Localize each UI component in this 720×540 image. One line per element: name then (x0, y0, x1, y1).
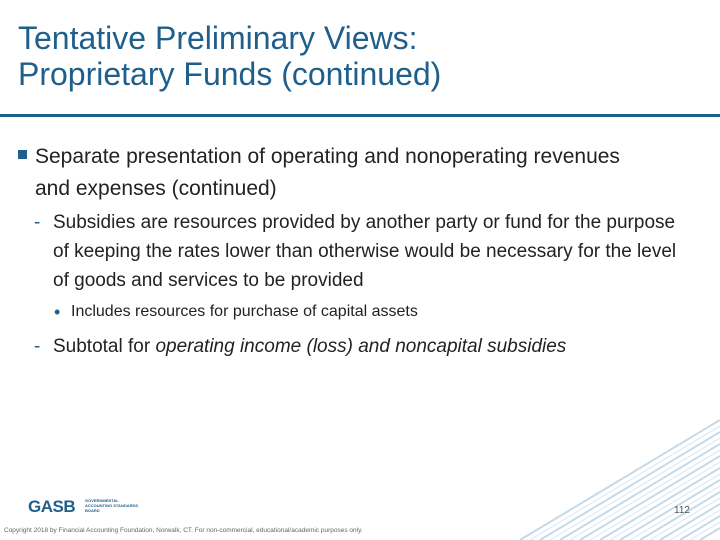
bullet-level3-text: Includes resources for purchase of capital assets (71, 303, 418, 320)
bullet-level1-text: Separate presentation of operating and nonoperating revenues and expenses (continued) (35, 145, 620, 200)
dot-bullet-icon: • (54, 302, 61, 322)
gasb-logo (28, 497, 138, 519)
bullet-level2-text: Subsidies are resources provided by another party or fund for the purpose of keeping the rates lower than otherwise would be necessary for the level of goods and services to be provided (53, 212, 677, 291)
dash-bullet-icon: - (34, 336, 41, 357)
logo-subtitle: GOVERNMENTAL ACCOUNTING STANDARDS BOARD (85, 498, 139, 513)
title-line-1: Tentative Preliminary Views: (18, 20, 418, 56)
logo-text: GASB (28, 497, 76, 516)
dash-bullet-icon: - (34, 212, 41, 233)
copyright-notice: Copyright 2018 by Financial Accounting Foundation, Norwalk, CT. For non-commercial, educational/academic purposes only. (4, 527, 363, 534)
bullet-emphasis: operating income (loss) and noncapital subsidies (155, 336, 567, 357)
title-line-2: Proprietary Funds (continued) (18, 56, 442, 92)
bullet-prefix: Subtotal for (53, 336, 156, 357)
page-number: 112 (674, 505, 690, 516)
